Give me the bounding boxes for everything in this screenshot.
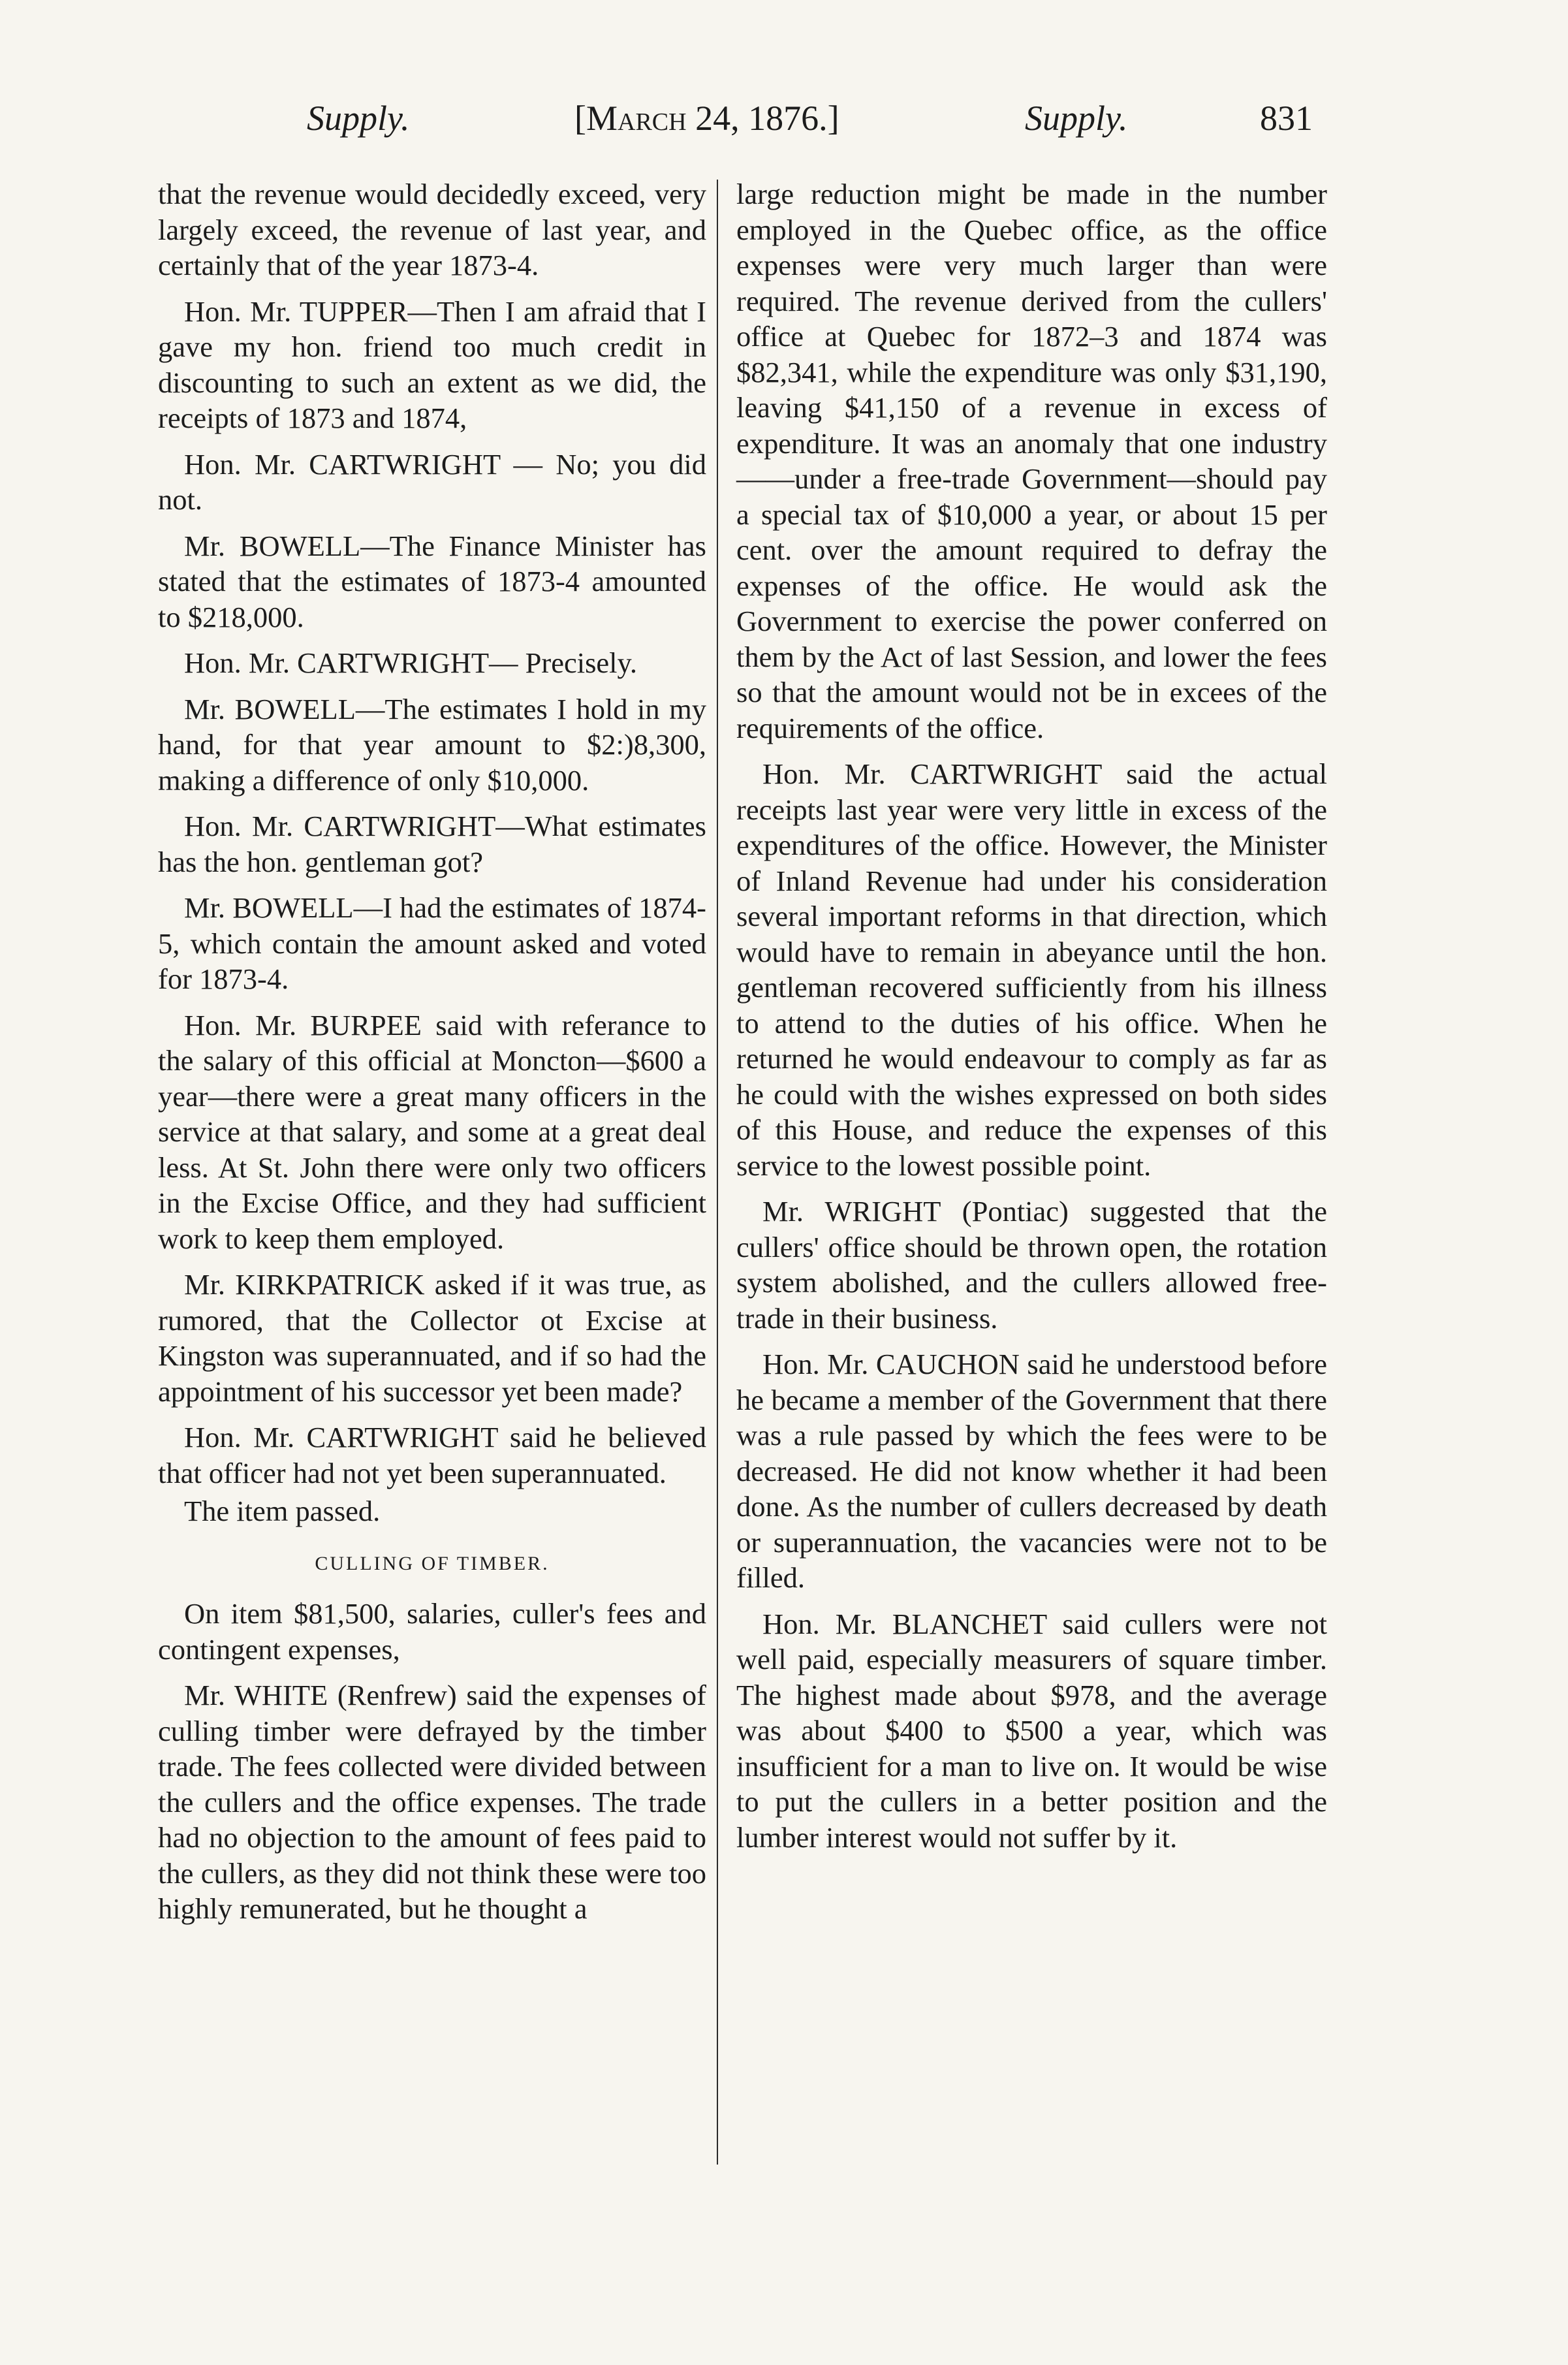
- page-header: [287, 98, 1332, 157]
- paragraph: Hon. Mr. BLANCHET said cullers were not well paid, especially measurers of square timber. The highest made about $978, and the average was about $400 to $500 a year, which was insufficient for a man to live on. It would be wise to put the cullers in a better position and the lumber interest would not suffer by it.: [736, 1607, 1327, 1854]
- paragraph: Hon. Mr. CARTWRIGHT—What estimates has the hon. gentleman got?: [158, 810, 706, 878]
- paragraph: Hon. Mr. CAUCHON said he understood before he became a member of the Government that there was a rule passed by which the fees were to be decreased. He did not know whether it had been done. As the number of cullers decreased by death or superannuation, the vacancies were not to be filled.: [736, 1348, 1327, 1594]
- paragraph: Hon. Mr. CARTWRIGHT— Precisely.: [184, 646, 638, 679]
- section-heading: CULLING OF TIMBER.: [315, 1552, 550, 1574]
- paragraph: Mr. WRIGHT (Pontiac) suggested that the cullers' office should be thrown open, the rotation system abolished, and the cullers allowed free-trade in their business.: [736, 1195, 1327, 1335]
- paragraph: Hon. Mr. BURPEE said with referance to the salary of this official at Moncton—$600 a year—there were a great many officers in the service at that salary, and some at a great deal less. At St. John there were only two officers in the Excise Office, and they had sufficient work to keep them employed.: [158, 1008, 706, 1255]
- paragraph: Hon. Mr. CARTWRIGHT — No; you did not.: [158, 447, 706, 516]
- column-rule: [717, 180, 718, 2165]
- right-column: [736, 176, 1327, 1865]
- paragraph: Mr. BOWELL—I had the estimates of 1874-5, which contain the amount asked and voted for 1873-4.: [158, 891, 706, 995]
- running-head-left: Supply.: [307, 99, 410, 138]
- paragraph: The item passed.: [184, 1495, 381, 1527]
- running-head-date: [March 24, 1876.]: [574, 99, 839, 138]
- paragraph: On item $81,500, salaries, culler's fees and contingent expenses,: [158, 1597, 706, 1666]
- paragraph: Mr. BOWELL—The estimates I hold in my hand, for that year amount to $2:)8,300, making a difference of only $10,000.: [158, 692, 706, 797]
- paragraph: Mr. WHITE (Renfrew) said the expenses of culling timber were defrayed by the timber trade. The fees collected were divided between the cullers and the office expenses. The trade had no objection to the amount of fees paid to the cullers, as they did not think these were too highly remunerated, but he thought a: [158, 1679, 706, 1925]
- paragraph: Hon. Mr. CARTWRIGHT said he believed that officer had not yet been superannuated.: [158, 1421, 706, 1489]
- running-head-right: Supply.: [1025, 99, 1128, 138]
- paragraph: Hon. Mr. CARTWRIGHT said the actual receipts last year were very little in excess of the expenditures of the office. However, the Minister of Inland Revenue had under his consideration several important reforms in that direction, which would have to remain in abeyance until the hon. gentleman recovered sufficiently from his illness to attend to the duties of his office. When he returned he would endeavour to comply as far as he could with the wishes expressed on both sides of this House, and reduce the expenses of this service to the lowest possible point.: [736, 757, 1327, 1182]
- paragraph: large reduction might be made in the number employed in the Quebec office, as the office expenses were very much larger than were required. The revenue derived from the cullers' office at Quebec for 1872–3 and 1874 was $82,341, while the expenditure was only $31,190, leaving $41,150 of a revenue in excess of expenditure. It was an anomaly that one industry——under a free-trade Government—should pay a special tax of $10,000 a year, or about 15 per cent. over the amount required to defray the expenses of the office. He would ask the Government to exercise the power conferred on them by the Act of last Session, and lower the fees so that the amount would not be in excees of the requirements of the office.: [736, 178, 1327, 744]
- paragraph: Hon. Mr. TUPPER—Then I am afraid that I gave my hon. friend too much credit in discounting to such an extent as we did, the receipts of 1873 and 1874,: [158, 294, 706, 434]
- page-number: 831: [1260, 99, 1313, 138]
- paragraph: that the revenue would decidedly exceed, very largely exceed, the revenue of last year, and certainly that of the year 1873-4.: [158, 178, 706, 281]
- paragraph: Mr. KIRKPATRICK asked if it was true, as rumored, that the Collector ot Excise at Kingston was superannuated, and if so had the appointment of his successor yet been made?: [158, 1268, 706, 1408]
- left-column: [158, 176, 706, 1937]
- paragraph: Mr. BOWELL—The Finance Minister has stated that the estimates of 1873-4 amounted to $218,000.: [158, 529, 706, 633]
